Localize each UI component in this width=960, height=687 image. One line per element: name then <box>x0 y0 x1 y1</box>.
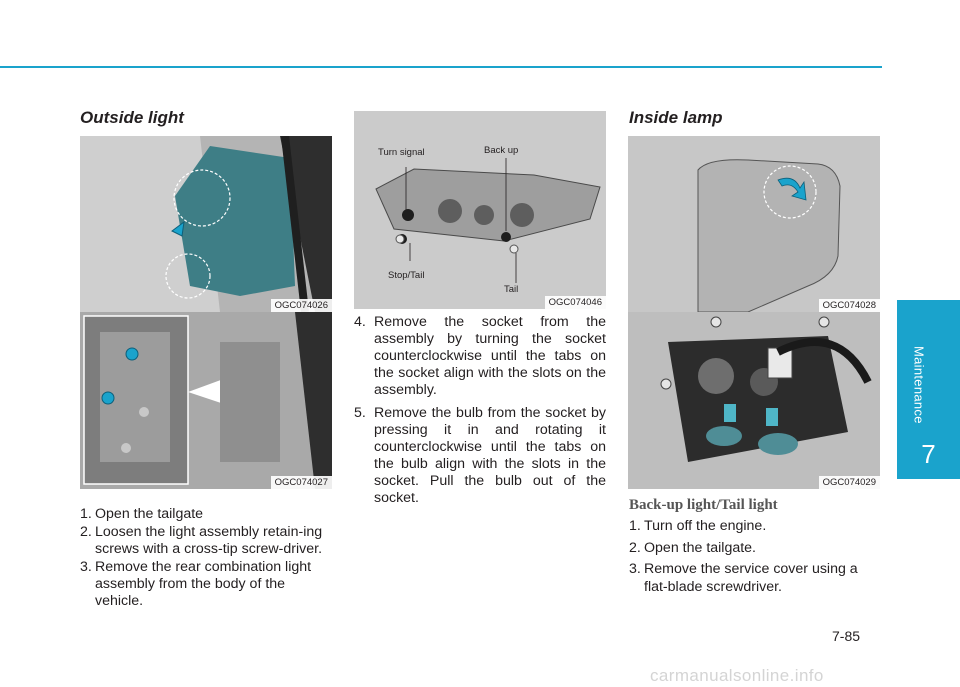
bulb-socket-figure <box>628 312 880 489</box>
label-tail: Tail <box>504 284 519 295</box>
screw-detail-figure <box>80 312 332 489</box>
list-item: 2. Loosen the light assembly retain-ing screws with a cross-tip screw-driver. <box>80 524 323 557</box>
inside-steps <box>629 518 881 597</box>
service-cover-illustration <box>628 136 880 312</box>
tailgate-screw-figure <box>80 136 332 312</box>
figure-code: OGC074028 <box>819 299 880 312</box>
service-cover-figure <box>628 136 880 312</box>
figure-code: OGC074046 <box>545 296 606 309</box>
list-item: 5. Remove the bulb from the socket by pressing it in and rotating it counterclockwise until the tabs on the bulb align with the slots in the socket. Pull the bulb out of the socket. <box>354 405 606 506</box>
watermark: carmanualsonline.info <box>650 666 824 685</box>
list-item: 1. Open the tailgate <box>80 506 204 522</box>
chapter-number: 7 <box>897 429 960 479</box>
outside-steps <box>80 506 332 611</box>
figure-code: OGC074029 <box>819 476 880 489</box>
label-turn-signal: Turn signal <box>378 147 425 158</box>
chapter-label: Maintenance <box>911 346 927 424</box>
figure-code: OGC074026 <box>271 299 332 312</box>
bulb-socket-illustration <box>628 312 880 489</box>
list-item: 3. Remove the rear combination light assembly from the body of the vehicle. <box>80 559 312 609</box>
page-number: 7-85 <box>832 628 861 644</box>
list-item: 4. Remove the socket from the assembly by turning the socket counterclockwise until the tabs on the socket align with the slots on the assembly. <box>354 314 606 398</box>
list-item: 2. Open the tailgate. <box>629 539 757 556</box>
header-rule <box>0 66 882 68</box>
list-item: 1. Turn off the engine. <box>629 518 767 534</box>
tailgate-illustration <box>80 136 332 312</box>
label-stop-tail: Stop/Tail <box>388 270 425 281</box>
inside-lamp-title: Inside lamp <box>629 108 723 127</box>
middle-steps <box>354 314 606 508</box>
screw-detail-illustration <box>80 312 332 489</box>
back-up-tail-heading: Back-up light/Tail light <box>629 497 778 513</box>
outside-light-title: Outside light <box>80 108 184 127</box>
list-item: 3. Remove the service cover using a flat-blade screwdriver. <box>629 561 858 595</box>
label-back-up: Back up <box>484 145 519 156</box>
figure-code: OGC074027 <box>271 476 332 489</box>
rear-lamp-socket-figure <box>354 111 606 309</box>
